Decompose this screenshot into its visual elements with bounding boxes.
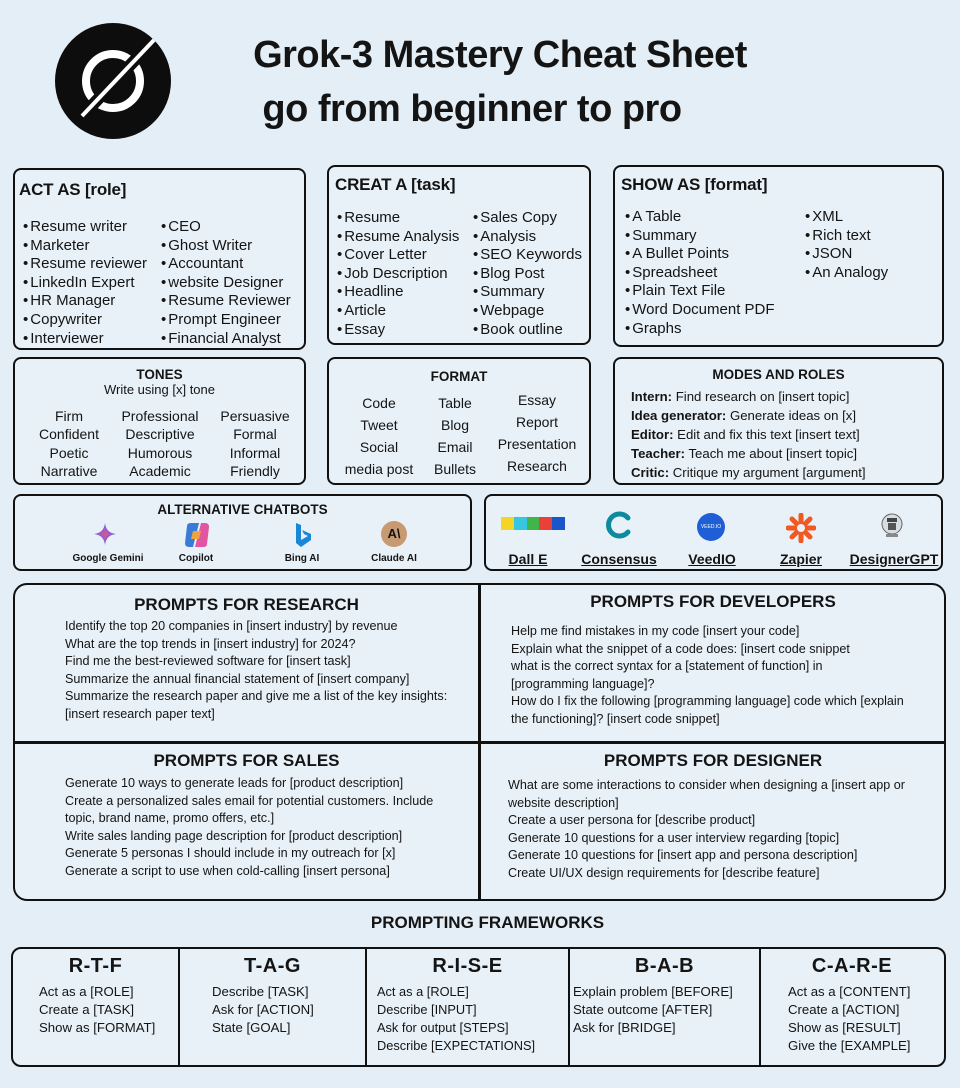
list-item: • Resume Reviewer: [161, 292, 291, 311]
prompt-line: Find me the best-reviewed software for [insert task]: [65, 654, 351, 669]
format-item: Tweet: [360, 417, 398, 433]
list-item: • XML: [805, 208, 888, 227]
chatbot-claude: Claude AI: [371, 553, 417, 564]
tone-item: Firm: [55, 408, 83, 424]
tones-subtitle: Write using [x] tone: [103, 382, 216, 397]
chatbots-box: [13, 494, 472, 571]
prompt-line: What are some interactions to consider when designing a [insert app or: [508, 778, 905, 792]
list-item: • Book outline: [473, 321, 582, 340]
designer-lines: [508, 777, 905, 883]
framework-lines: [367, 983, 568, 1055]
list-item: • Accountant: [161, 255, 291, 274]
framework-line: State outcome [AFTER]: [573, 1002, 713, 1017]
tones-col2: [110, 407, 210, 480]
list-item: • Resume writer: [23, 218, 147, 237]
prompt-line: topic, brand name, promo offers, etc.]: [65, 811, 275, 826]
create-box: [327, 165, 591, 345]
tone-item: Academic: [129, 462, 191, 479]
list-item: • website Designer: [161, 274, 291, 293]
prompt-line: Create a personalized sales email for potential customers. Include: [65, 793, 434, 808]
mode-item: [631, 425, 866, 444]
research-lines: [65, 618, 447, 724]
mode-role: Idea generator:: [631, 408, 727, 423]
list-item: • Prompt Engineer: [161, 311, 291, 330]
sales-section: [15, 744, 478, 901]
list-item: • A Table: [625, 208, 775, 227]
mode-role: Teacher:: [631, 446, 685, 461]
prompt-line: website description]: [508, 795, 619, 810]
create-col2: [473, 209, 582, 339]
list-item: • Essay: [337, 321, 459, 340]
framework-name: B-A-B: [634, 955, 695, 977]
designer-section: [480, 744, 946, 901]
format-item: Essay: [517, 392, 557, 408]
tone-item: Confident: [39, 426, 99, 443]
tone-item: Humorous: [127, 444, 193, 461]
list-item: • LinkedIn Expert: [23, 274, 147, 293]
act-as-title: ACT AS [role]: [19, 180, 127, 199]
developers-title: PROMPTS FOR DEVELOPERS: [590, 592, 836, 611]
create-col1: [337, 209, 459, 339]
tone-item: Informal: [229, 444, 281, 461]
framework-lines: [761, 983, 943, 1055]
prompt-line: Summarize the annual financial statement of [insert company]: [65, 671, 410, 686]
list-item: • Sales Copy: [473, 209, 582, 228]
framework-line: Show as [RESULT]: [788, 1020, 901, 1035]
prompt-line: Help me find mistakes in my code [insert your code]: [511, 624, 800, 638]
framework-line: Show as [FORMAT]: [39, 1020, 156, 1035]
framework-line: Explain problem [BEFORE]: [573, 984, 733, 999]
logo: [54, 22, 172, 140]
mode-role: Intern:: [631, 389, 673, 404]
act-as-col2: [161, 218, 291, 348]
format-item: Bullets: [433, 461, 477, 477]
framework-line: Ask for output [STEPS]: [377, 1020, 509, 1035]
frameworks-title: PROMPTING FRAMEWORKS: [370, 913, 605, 932]
framework-line: Describe [TASK]: [212, 984, 309, 999]
format-item: Research: [507, 458, 567, 474]
prompt-line: what is the correct syntax for a [statement of function] in: [511, 659, 823, 674]
tone-item: Narrative: [40, 462, 98, 479]
mode-text: Teach me about [insert topic]: [688, 446, 858, 461]
format-item: Report: [515, 414, 559, 430]
tones-col1: [19, 407, 119, 480]
framework-line: State [GOAL]: [212, 1020, 291, 1035]
format-item: Table: [438, 395, 472, 411]
tones-box: [13, 357, 306, 485]
tones-title: TONES: [136, 367, 183, 382]
prompt-line: Generate a script to use when cold-calling [insert persona]: [65, 863, 390, 878]
designergpt-icon: [880, 512, 904, 540]
framework-rise: [367, 949, 570, 1065]
prompt-line: Identify the top 20 companies in [insert industry] by revenue: [65, 619, 398, 633]
page-title: Grok-3 Mastery Cheat Sheet: [253, 34, 747, 76]
prompt-line: Create UI/UX design requirements for [describe feature]: [508, 865, 820, 880]
page-subtitle: go from beginner to pro: [262, 88, 682, 130]
show-as-col2: [805, 208, 888, 282]
framework-name: T-A-G: [244, 955, 301, 977]
gemini-icon: [93, 522, 117, 546]
framework-name: R-I-S-E: [432, 955, 503, 977]
show-as-title: SHOW AS [format]: [621, 175, 768, 194]
framework-line: Ask for [ACTION]: [212, 1002, 314, 1017]
create-title: CREAT A [task]: [335, 175, 456, 194]
sales-title: PROMPTS FOR SALES: [153, 751, 340, 770]
copilot-icon: [183, 522, 211, 548]
mode-text: Critique my argument [argument]: [672, 465, 866, 480]
prompt-line: Write sales landing page description for [product description]: [65, 828, 403, 843]
list-item: • Headline: [337, 283, 459, 302]
tool-designergpt[interactable]: DesignerGPT: [849, 551, 939, 567]
prompt-line: Generate 10 ways to generate leads for [product description]: [65, 776, 404, 790]
framework-line: Describe [EXPECTATIONS]: [377, 1038, 536, 1053]
list-item: • Cover Letter: [337, 246, 459, 265]
mode-text: Edit and fix this text [insert text]: [677, 427, 860, 442]
prompt-line: the functioning]? [insert code snippet]: [511, 711, 720, 726]
chatbot-bing: Bing AI: [284, 553, 320, 564]
tools-box: [484, 494, 943, 571]
claude-icon: A\: [381, 521, 407, 547]
mode-item: [631, 387, 866, 406]
sales-lines: [65, 775, 433, 881]
list-item: • Resume reviewer: [23, 255, 147, 274]
prompt-line: How do I fix the following [programming language] code which [explain: [511, 694, 904, 709]
framework-line: Act as a [ROLE]: [377, 984, 469, 999]
prompt-line: [insert research paper text]: [65, 706, 215, 721]
chatbots-title: ALTERNATIVE CHATBOTS: [157, 502, 328, 517]
list-item: • SEO Keywords: [473, 246, 582, 265]
format-title: FORMAT: [430, 369, 488, 384]
framework-line: Create a [ACTION]: [788, 1002, 900, 1017]
framework-lines: [570, 983, 759, 1037]
show-as-col1: [625, 208, 775, 338]
veedio-icon: VEED.IO: [697, 513, 725, 541]
zapier-icon: [786, 513, 816, 543]
prompt-line: Explain what the snippet of a code does: [insert code snippet: [511, 641, 850, 656]
grok-logo-icon: [54, 22, 172, 140]
framework-line: Describe [INPUT]: [377, 1002, 477, 1017]
format-item: Blog: [440, 417, 470, 433]
list-item: • Financial Analyst: [161, 330, 291, 349]
framework-line: Act as a [CONTENT]: [788, 984, 911, 999]
tone-item: Professional: [121, 408, 199, 424]
mode-item: [631, 406, 866, 425]
tones-col3: [205, 407, 305, 480]
mode-text: Generate ideas on [x]: [729, 408, 857, 423]
framework-name: R-T-F: [68, 955, 123, 977]
tone-item: Poetic: [49, 444, 89, 461]
framework-care: [761, 949, 943, 1065]
list-item: • Ghost Writer: [161, 237, 291, 256]
frameworks-table: [11, 947, 946, 1067]
list-item: • Blog Post: [473, 265, 582, 284]
tone-item: Descriptive: [125, 426, 195, 443]
tool-zapier[interactable]: Zapier: [779, 551, 822, 567]
list-item: • Summary: [473, 283, 582, 302]
mode-role: Critic:: [631, 465, 670, 480]
format-item: Presentation: [497, 436, 577, 452]
prompt-line: Generate 10 questions for a user interview regarding [topic]: [508, 830, 840, 845]
tone-item: Formal: [233, 426, 277, 443]
prompt-line: Generate 5 personas I should include in my outreach for [x]: [65, 846, 396, 861]
chatbot-gemini: Google Gemini: [72, 553, 144, 564]
framework-lines: [13, 983, 178, 1037]
framework-line: Give the [EXAMPLE]: [788, 1038, 911, 1053]
list-item: • Graphs: [625, 320, 775, 339]
list-item: • Analysis: [473, 228, 582, 247]
format-item: Email: [437, 439, 473, 455]
format-item: media post: [344, 461, 414, 477]
modes-title: MODES AND ROLES: [712, 367, 845, 382]
prompts-grid: [13, 583, 946, 901]
mode-role: Editor:: [631, 427, 674, 442]
list-item: • A Bullet Points: [625, 245, 775, 264]
bing-icon: [293, 522, 313, 548]
show-as-box: [613, 165, 944, 347]
list-item: • Webpage: [473, 302, 582, 321]
modes-box: [613, 357, 944, 485]
framework-rtf: [13, 949, 180, 1065]
prompt-line: Generate 10 questions for [insert app and persona description]: [508, 848, 858, 863]
prompt-line: Summarize the research paper and give me a list of the key insights:: [65, 689, 448, 704]
framework-name: C-A-R-E: [811, 955, 893, 977]
consensus-icon: [604, 510, 634, 540]
framework-line: Ask for [BRIDGE]: [573, 1020, 676, 1035]
list-item: • Spreadsheet: [625, 264, 775, 283]
dalle-icon: [501, 517, 565, 530]
list-item: • Summary: [625, 227, 775, 246]
act-as-col1: [23, 218, 147, 348]
chatbot-copilot: Copilot: [178, 553, 214, 564]
format-box: [327, 357, 591, 485]
designer-title: PROMPTS FOR DESIGNER: [603, 751, 823, 770]
framework-lines: [180, 983, 365, 1037]
list-item: • Job Description: [337, 265, 459, 284]
research-section: [15, 585, 478, 741]
format-col3: [487, 389, 587, 477]
list-item: • Rich text: [805, 227, 888, 246]
framework-line: Create a [TASK]: [39, 1002, 135, 1017]
list-item: • HR Manager: [23, 292, 147, 311]
list-item: • Interviewer: [23, 330, 147, 349]
tool-consensus[interactable]: Consensus: [581, 551, 657, 567]
list-item: • JSON: [805, 245, 888, 264]
framework-bab: [570, 949, 761, 1065]
prompt-line: What are the top trends in [insert industry] for 2024?: [65, 636, 356, 651]
act-as-box: [13, 168, 306, 350]
tool-veedio[interactable]: VeedIO: [688, 551, 736, 567]
list-item: • Plain Text File: [625, 282, 775, 301]
format-item: Code: [362, 395, 396, 411]
list-item: • An Analogy: [805, 264, 888, 283]
developers-lines: [511, 623, 904, 729]
list-item: • Resume Analysis: [337, 228, 459, 247]
developers-section: [480, 585, 946, 741]
research-title: PROMPTS FOR RESEARCH: [134, 595, 359, 614]
tone-item: Persuasive: [220, 408, 290, 424]
tone-item: Friendly: [230, 462, 280, 479]
mode-text: Find research on [insert topic]: [675, 389, 850, 404]
prompt-line: [programming language]?: [511, 676, 655, 691]
framework-tag: [180, 949, 367, 1065]
format-item: Social: [359, 439, 399, 455]
list-item: • Marketer: [23, 237, 147, 256]
framework-line: Act as a [ROLE]: [39, 984, 134, 999]
mode-item: [631, 444, 866, 463]
mode-item: [631, 463, 866, 482]
list-item: • Resume: [337, 209, 459, 228]
list-item: • Word Document PDF: [625, 301, 775, 320]
prompt-line: Create a user persona for [describe product]: [508, 813, 756, 828]
list-item: • CEO: [161, 218, 291, 237]
list-item: • Article: [337, 302, 459, 321]
list-item: • Copywriter: [23, 311, 147, 330]
tool-dalle[interactable]: Dall E: [508, 551, 548, 567]
modes-list: [631, 387, 866, 482]
